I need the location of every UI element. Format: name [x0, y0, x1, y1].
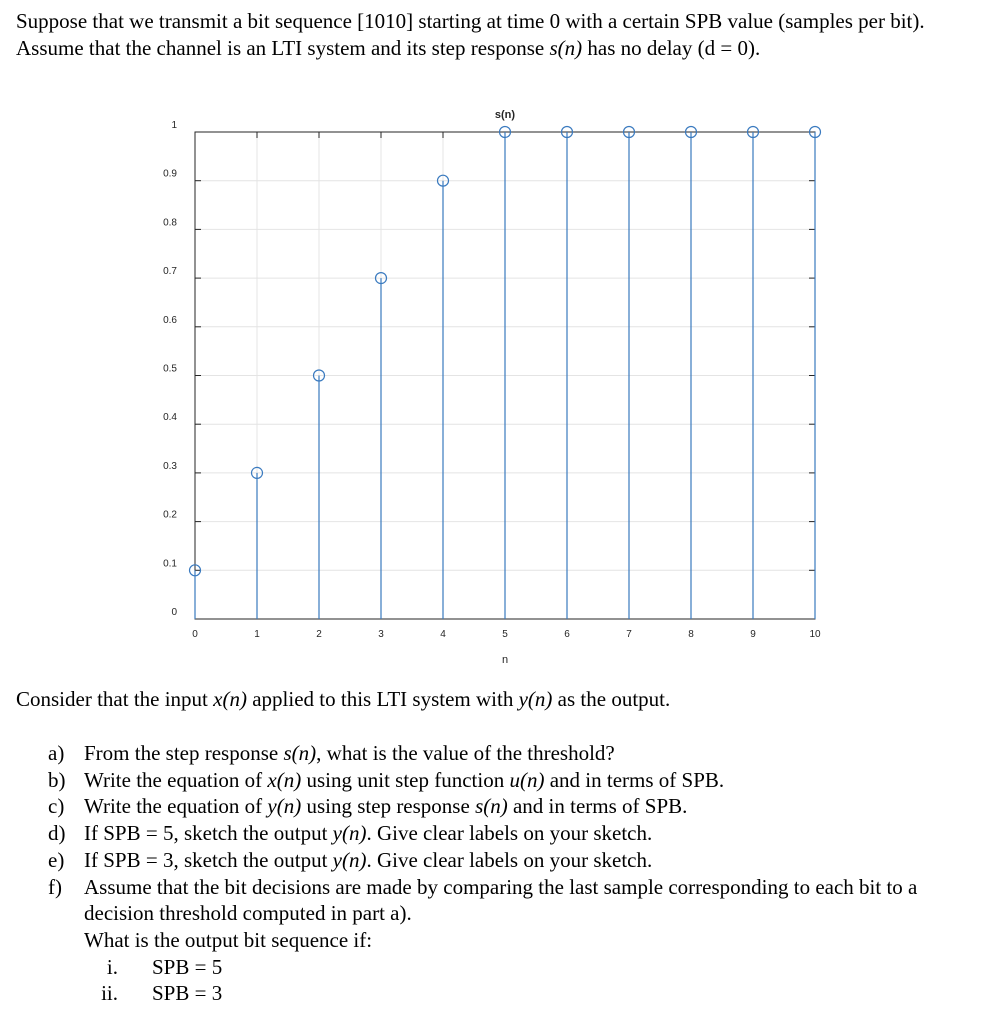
y-tick-label: 0.5: [163, 363, 177, 375]
y-tick-label: 0.4: [163, 412, 177, 424]
x-tick-label: 8: [688, 629, 694, 640]
math-y-n: y(n): [267, 794, 302, 819]
consider-text: applied to this LTI system with: [246, 687, 519, 711]
x-tick-label: 1: [254, 629, 260, 640]
chart-title: s(n): [494, 109, 516, 121]
math-x-n: x(n): [267, 767, 302, 792]
question-c: [48, 793, 978, 820]
math-y-n: y(n): [518, 687, 553, 711]
intro-text: has no delay (d = 0).: [582, 36, 761, 60]
intro-line-1: Suppose that we transmit a bit sequence [1010] starting at time 0 with a certain SPB value (samples per bit).: [16, 9, 925, 33]
math-x-n: x(n): [213, 687, 247, 711]
question-b: [48, 767, 978, 794]
x-tick-label: 4: [440, 629, 446, 640]
math-y-n: y(n): [332, 847, 367, 872]
question-text: using unit step function: [301, 767, 510, 792]
y-tick-label: 0.3: [163, 460, 177, 472]
consider-statement: [16, 686, 670, 713]
sub-question-text: SPB = 5: [152, 954, 223, 979]
y-tick-label: 0.9: [163, 168, 177, 180]
x-axis-label: n: [501, 654, 509, 666]
x-tick-label: 2: [316, 629, 322, 640]
question-list: [48, 740, 978, 1007]
consider-text: Consider that the input: [16, 687, 214, 711]
question-text: . Give clear labels on your sketch.: [366, 821, 653, 846]
question-text: . Give clear labels on your sketch.: [366, 847, 653, 872]
question-text: If SPB = 3, sketch the output: [84, 847, 333, 872]
y-tick-label: 0.8: [163, 217, 177, 229]
sub-question-label: ii.: [101, 981, 118, 1006]
sub-question-list: [84, 954, 978, 1007]
question-label: a): [48, 741, 65, 765]
question-text: and in terms of SPB.: [544, 767, 725, 792]
question-text: Write the equation of: [84, 794, 268, 819]
question-d: [48, 820, 978, 847]
question-label: c): [48, 794, 65, 819]
y-tick-label: 1: [171, 120, 177, 131]
x-tick-label: 9: [750, 629, 756, 640]
question-text: and in terms of SPB.: [507, 794, 688, 819]
math-s-n: s(n): [549, 36, 583, 60]
sub-question-text: SPB = 3: [152, 981, 223, 1006]
math-s-n: s(n): [475, 794, 508, 819]
intro-text: Assume that the channel is an LTI system and its step response: [16, 36, 550, 60]
question-f: [48, 874, 978, 1008]
math-y-n: y(n): [332, 821, 367, 846]
question-text: If SPB = 5, sketch the output: [84, 821, 333, 846]
x-tick-label: 5: [502, 629, 508, 640]
intro-line-2: [16, 35, 981, 62]
question-label: e): [48, 847, 65, 872]
sub-question-i: [84, 954, 978, 981]
question-label: f): [48, 874, 62, 899]
step-response-chart: [0, 100, 997, 675]
question-label: b): [48, 767, 66, 792]
y-tick-label: 0: [171, 607, 177, 618]
y-tick-label: 0.2: [163, 509, 177, 521]
question-text: Write the equation of: [84, 767, 268, 792]
x-tick-label: 7: [626, 629, 632, 640]
question-text: using step response: [301, 794, 476, 819]
consider-text: as the output.: [552, 687, 671, 711]
question-e: [48, 847, 978, 874]
math-s-n: s(n): [283, 741, 317, 765]
question-text: What is the output bit sequence if:: [84, 927, 373, 952]
question-text: From the step response: [84, 741, 284, 765]
y-tick-label: 0.1: [163, 558, 177, 570]
x-tick-label: 0: [192, 629, 198, 640]
x-tick-label: 6: [564, 629, 570, 640]
y-tick-label: 0.6: [163, 314, 177, 326]
sub-question-label: i.: [106, 954, 118, 979]
math-u-n: u(n): [509, 767, 545, 792]
sub-question-ii: [84, 980, 978, 1007]
problem-intro: [16, 8, 981, 62]
question-a: [48, 740, 978, 767]
x-tick-label: 3: [378, 629, 384, 640]
y-tick-label: 0.7: [163, 266, 177, 278]
question-text: , what is the value of the threshold?: [316, 741, 615, 765]
question-label: d): [48, 821, 66, 846]
question-text: Assume that the bit decisions are made by comparing the last sample corresponding to each bit to a decision threshold computed in part a).: [84, 874, 918, 926]
x-tick-label: 10: [809, 629, 821, 640]
